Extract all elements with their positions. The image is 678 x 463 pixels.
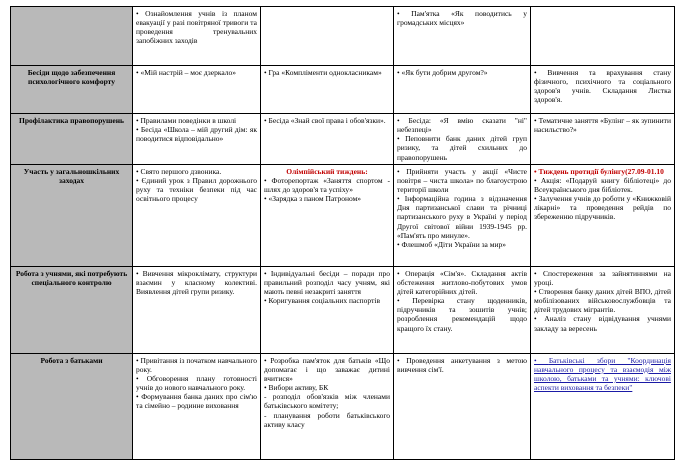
list-item: • Бесіда «Знай свої права і обов'язки». (264, 116, 390, 125)
cell (133, 353, 261, 459)
list-item: • Єдиний урок з Правил дорожнього руху та техніки безпеки під час освітнього процесу (136, 176, 257, 203)
table-row (11, 114, 675, 165)
row-header: Бесіди щодо забезпечення психологічного комфорту (11, 66, 133, 114)
list-item: • Флешмоб «Діти України за мир» (397, 240, 527, 249)
plan-table (10, 6, 675, 460)
list-item: • Вивчення мікроклімату, структури взаємин у класному колективі. Виявлення дітей групи ризику. (136, 269, 257, 296)
cell (394, 66, 531, 114)
cell (261, 66, 394, 114)
cell (261, 7, 394, 66)
cell (133, 7, 261, 66)
table-row (11, 66, 675, 114)
cell (261, 114, 394, 165)
list-item: • Пеповнити банк даних дітей груп ризику, та дітей схильних до правопорушень (397, 134, 527, 161)
list-item: • Проведення анкетування з метою вивчення сім'ї. (397, 356, 527, 374)
cell (394, 353, 531, 459)
cell (394, 164, 531, 266)
cell (531, 114, 675, 165)
cell (394, 7, 531, 66)
list-item: • Бесіда «Школа – мій другий дім: як поводитися відповідально» (136, 125, 257, 143)
cell (133, 164, 261, 266)
list-item: • Операція «Сім'я». Складання актів обстеження житлово-побутових умов дітей категорійних дітей. (397, 269, 527, 296)
row-header: Профілактика правопорушень (11, 114, 133, 165)
list-item: • Обговорення плану готовності учнів до нового навчального року. (136, 374, 257, 392)
row-header: Робота з учнями, які потребують спеціального контролю (11, 266, 133, 353)
list-item: • Привітання із початком навчального року. (136, 356, 257, 374)
table-row (11, 353, 675, 459)
list-item: • «Як бути добрим другом?» (397, 68, 527, 77)
cell (261, 266, 394, 353)
list-item: • Коригування соціальних паспортів (264, 296, 390, 305)
list-item: • Ознайомлення учнів із планом евакуації у разі повітряної тривоги та проведення тренувальних запобіжних заходів (136, 9, 257, 46)
list-item: • Інформаційна година з відзначення Дня партизанської слави та річниці партизанського руху в Україні у період Другої світової війни 1939-1945 рр. «Пам'ять про минуле». (397, 194, 527, 240)
list-item: • Розробка пам'яток для батьків «Що допомагає і що заважає дитині вчитися» (264, 356, 390, 383)
list-item: • Індивідуальні бесіди – поради про правильний розподіл часу учням, які мають певні незакриті заняття (264, 269, 390, 296)
cell (531, 266, 675, 353)
anti-bullying-week: • Тиждень протидії булінгу(27.09-01.10 (534, 167, 671, 176)
table-row (11, 7, 675, 66)
list-item: - планування роботи батьківського активу класу (264, 410, 390, 429)
cell (261, 353, 394, 459)
list-item: • Залучення учнів до роботи у «Книжковій лікарні» та проведення рейдів по збереженню підручників. (534, 194, 671, 221)
list-item: • Акція: «Подаруй книгу бібліотеці» до Всеукраїнського дня бібліотек. (534, 176, 671, 194)
list-item: • Правилами поведінки в школі (136, 116, 257, 125)
list-item: • Створення банку даних дітей ВПО, дітей мобілізованих військовослужбовців та дітей трудових мігрантів. (534, 287, 671, 314)
row-header: Участь у загальношкільних заходах (11, 164, 133, 266)
cell (133, 114, 261, 165)
list-item: • Спостереження за зайнятиннями на уроці. (534, 269, 671, 287)
row-header: Робота з батьками (11, 353, 133, 459)
list-item: • Аналіз стану відвідування учнями закладу за вересень (534, 314, 671, 332)
table-row (11, 266, 675, 353)
row-header-empty (11, 7, 133, 66)
list-item: • Бесіда: «Я вмію сказати "ні" небезпеці» (397, 116, 527, 134)
list-item: • Пам'ятка «Як поводитись у громадських місцях» (397, 9, 527, 27)
cell (531, 66, 675, 114)
list-item: • Тематичне заняття «Булінг – як зупинити насильство?» (534, 116, 671, 134)
cell (394, 114, 531, 165)
olympic-week-title: Олімпійський тиждень: (286, 166, 368, 176)
parent-meeting-link[interactable]: • Батьківські збори "Координація навчального процесу та взаємодія між школою, батьками та учнями: ключові аспекти виховання та безпеки" (534, 356, 671, 393)
cell (531, 353, 675, 459)
list-item: • Вивчення та врахування стану фізичного, психічного та соціального здоров'я учнів. Складання Листка здоров'я. (534, 68, 671, 105)
list-item: • Фоторепортаж «Заняття спортом - шлях до здоров'я та успіху» (264, 176, 390, 194)
cell (133, 266, 261, 353)
list-item: • Свято першого дзвоника. (136, 167, 257, 176)
cell (133, 66, 261, 114)
list-item: • Гра «Компліменти однокласникам» (264, 68, 390, 77)
cell (531, 164, 675, 266)
list-item: • Вибори активу, БК (264, 383, 390, 392)
cell (394, 266, 531, 353)
list-item: • Формування банка даних про сім'ю та сімейно – родинне виховання (136, 392, 257, 410)
list-item: • Прийняти участь у акції «Чисте повітря – чиста школа» по благоустрою території школи (397, 167, 527, 194)
list-item: • «Мій настрій – моє дзеркало» (136, 68, 257, 77)
table-row (11, 164, 675, 266)
list-item: • «Зарядка з паном Патроном» (264, 194, 390, 203)
cell (261, 164, 394, 266)
list-item: • Перевірка стану щоденників, підручників та зошитів учнів; розроблення рекомендацій щодо кращого їх стану. (397, 296, 527, 333)
cell (531, 7, 675, 66)
list-item: - розподіл обов'язків між членами батьківського комітету; (264, 392, 390, 411)
